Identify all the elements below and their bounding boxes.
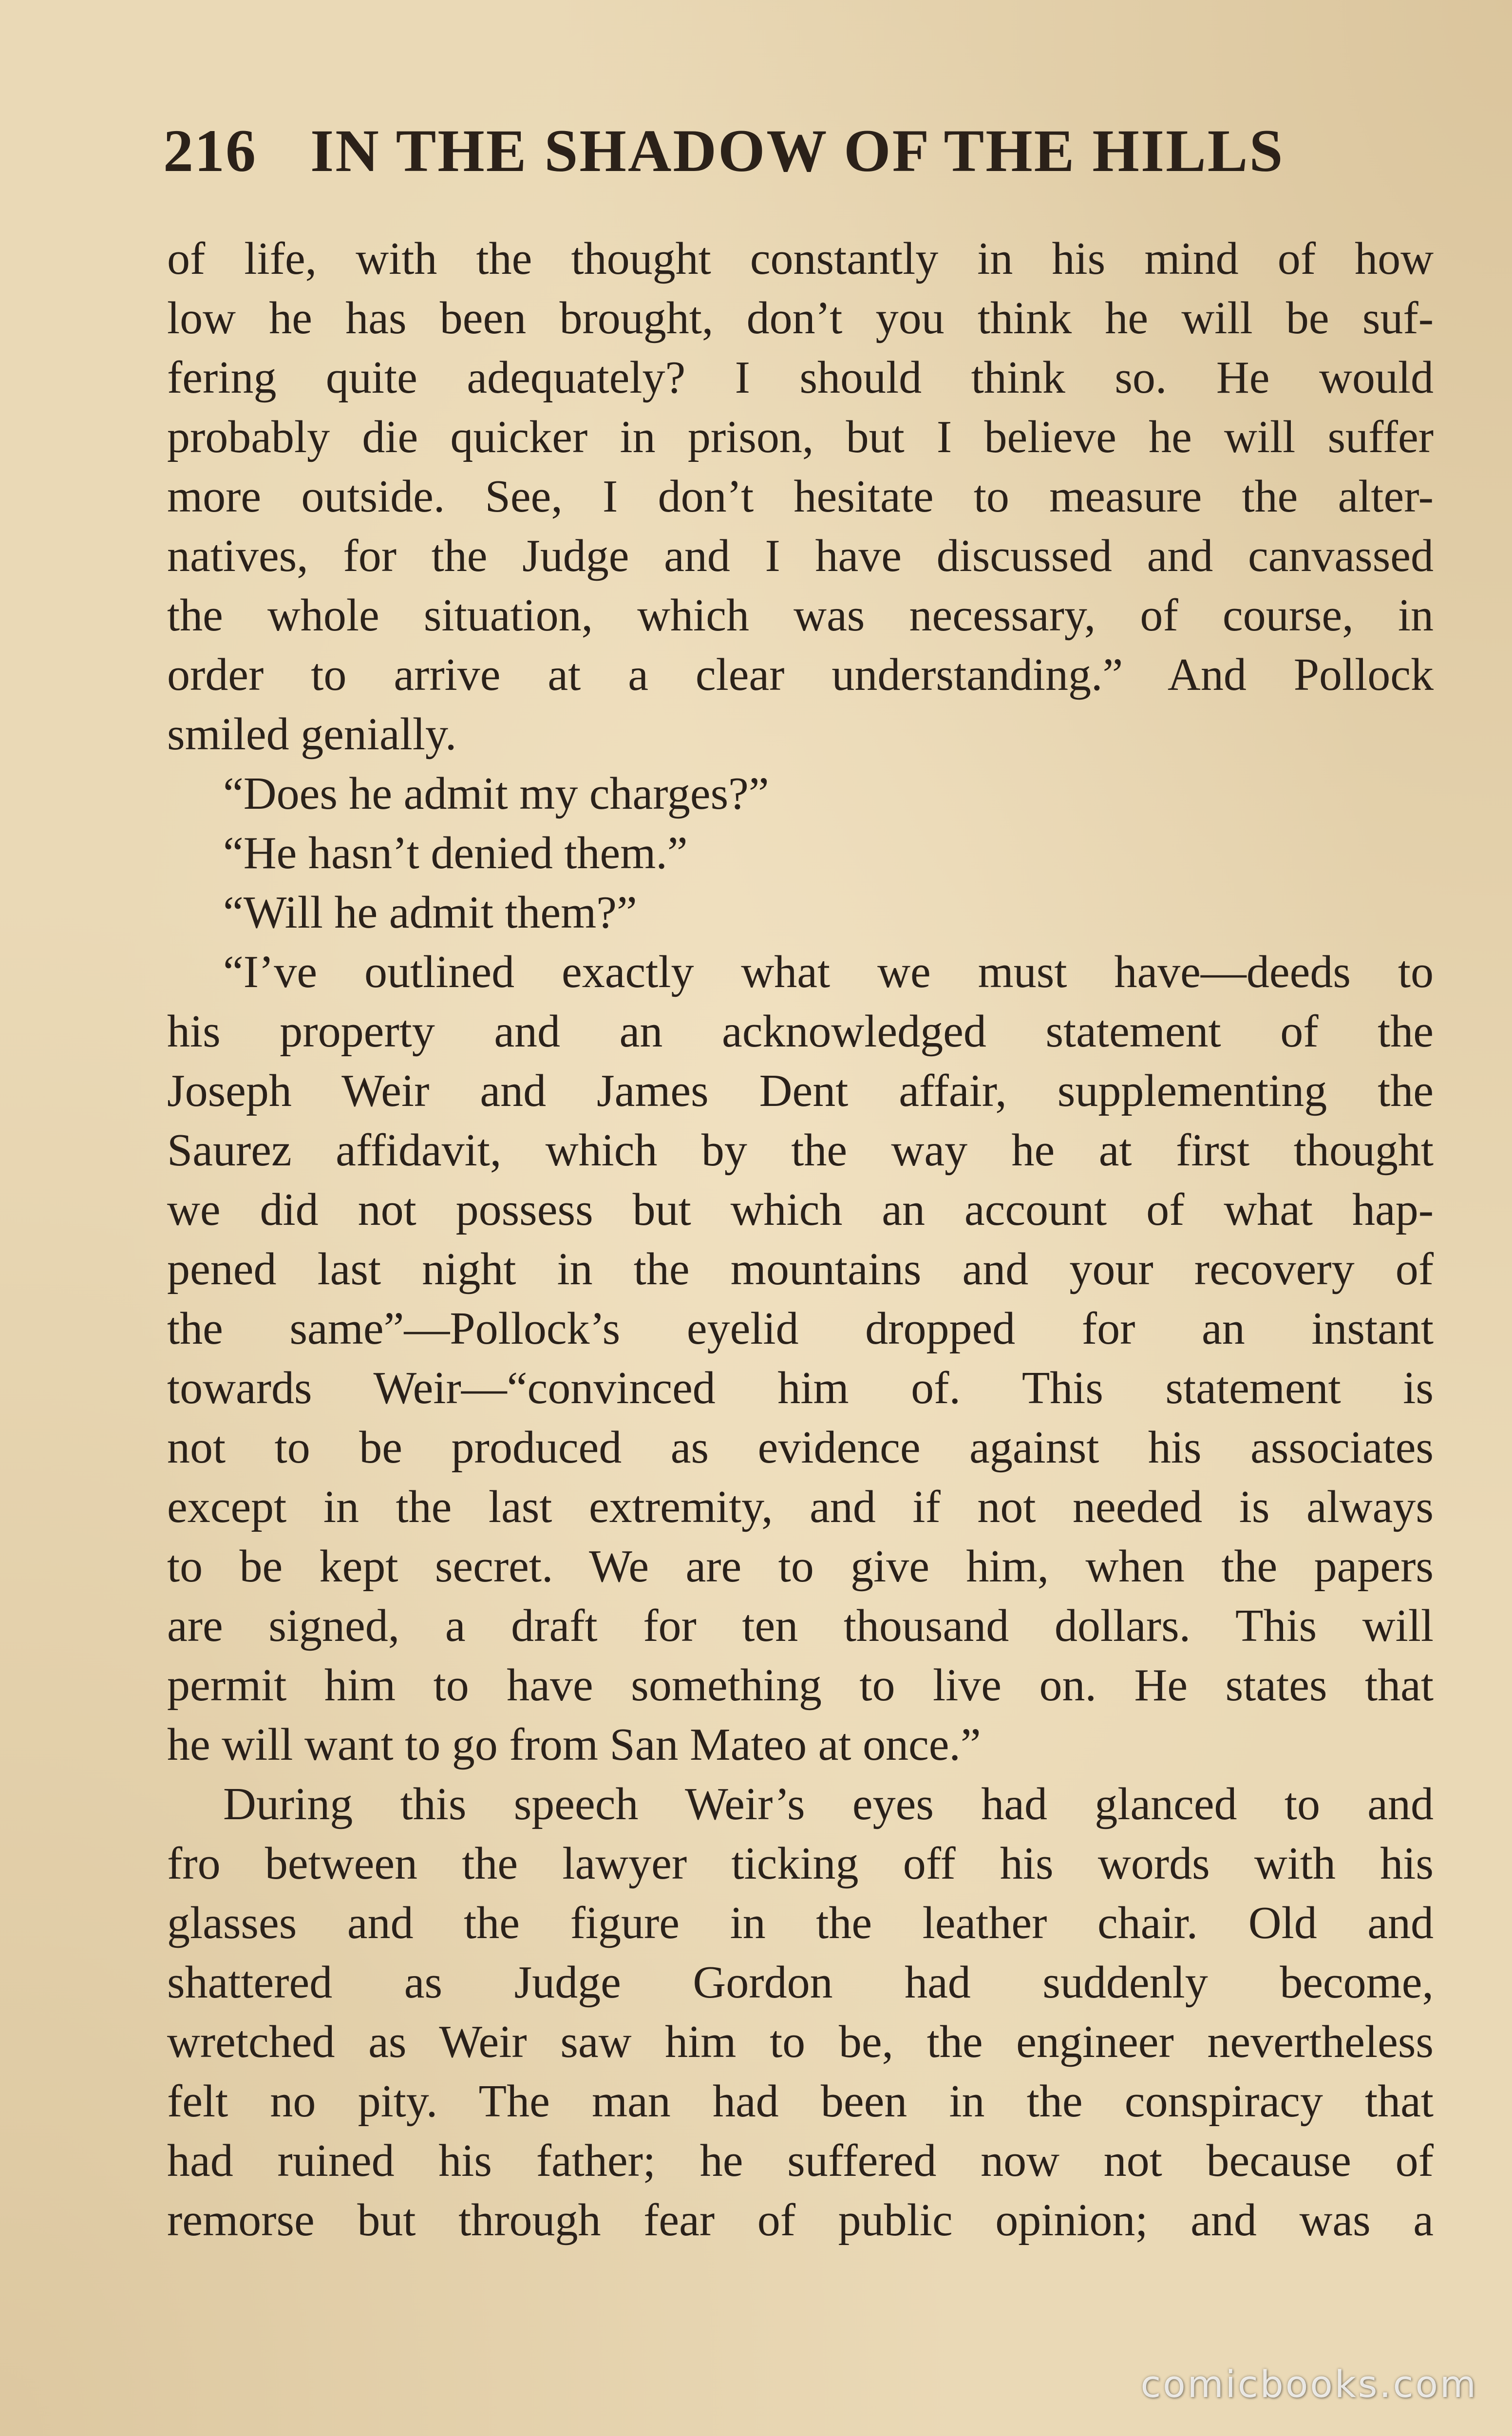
text-line: low he has been brought, don’t you think he will be suf- xyxy=(167,293,1434,343)
running-head xyxy=(163,110,1430,192)
body-text xyxy=(167,229,1434,2250)
text-line: his property and an acknowledged statement of the xyxy=(167,1006,1434,1057)
text-line: “I’ve outlined exactly what we must have—deeds to xyxy=(223,947,1434,997)
text-line: Joseph Weir and James Dent affair, supplementing the xyxy=(167,1066,1434,1116)
text-line: towards Weir—“convinced him of. This statement is xyxy=(167,1363,1434,1413)
text-line: permit him to have something to live on. He states that xyxy=(167,1660,1434,1711)
text-line: felt no pity. The man had been in the conspiracy that xyxy=(167,2076,1434,2127)
text-line: pened last night in the mountains and your recovery of xyxy=(167,1244,1434,1294)
text-line: Saurez affidavit, which by the way he at first thought xyxy=(167,1125,1434,1176)
text-line: the whole situation, which was necessary, of course, in xyxy=(167,590,1434,641)
text-line: we did not possess but which an account of what hap- xyxy=(167,1184,1434,1235)
text-line: more outside. See, I don’t hesitate to measure the alter- xyxy=(167,471,1434,522)
text-line: fering quite adequately? I should think so. He would xyxy=(167,352,1434,403)
text-line: smiled genially. xyxy=(167,709,457,760)
text-line: of life, with the thought constantly in his mind of how xyxy=(167,233,1434,284)
text-line: the same”—Pollock’s eyelid dropped for an instant xyxy=(167,1303,1434,1354)
text-line: shattered as Judge Gordon had suddenly become, xyxy=(167,1957,1434,2008)
text-line: probably die quicker in prison, but I believe he will suffer xyxy=(167,412,1434,462)
text-line: remorse but through fear of public opinion; and was a xyxy=(167,2195,1434,2246)
text-line: order to arrive at a clear understanding.” And Pollock xyxy=(167,649,1434,700)
text-line: “Does he admit my charges?” xyxy=(223,768,769,819)
watermark: comicbooks.com xyxy=(1140,2362,1478,2406)
book-title: IN THE SHADOW OF THE HILLS xyxy=(310,117,1285,184)
text-line: he will want to go from San Mateo at once.” xyxy=(167,1719,981,1770)
text-line: natives, for the Judge and I have discussed and canvassed xyxy=(167,531,1434,581)
page-number: 216 xyxy=(163,117,257,184)
text-line: wretched as Weir saw him to be, the engineer nevertheless xyxy=(167,2017,1434,2067)
text-line: not to be produced as evidence against his associates xyxy=(167,1422,1434,1473)
text-line: glasses and the figure in the leather chair. Old and xyxy=(167,1898,1434,1948)
text-line: fro between the lawyer ticking off his words with his xyxy=(167,1838,1434,1889)
text-line: are signed, a draft for ten thousand dollars. This will xyxy=(167,1600,1434,1651)
text-line: “He hasn’t denied them.” xyxy=(223,828,688,878)
text-line: During this speech Weir’s eyes had glanced to and xyxy=(223,1779,1434,1829)
text-line: to be kept secret. We are to give him, when the papers xyxy=(167,1541,1434,1592)
text-line: except in the last extremity, and if not needed is always xyxy=(167,1482,1434,1532)
text-line: had ruined his father; he suffered now not because of xyxy=(167,2135,1434,2186)
text-line: “Will he admit them?” xyxy=(223,887,637,938)
